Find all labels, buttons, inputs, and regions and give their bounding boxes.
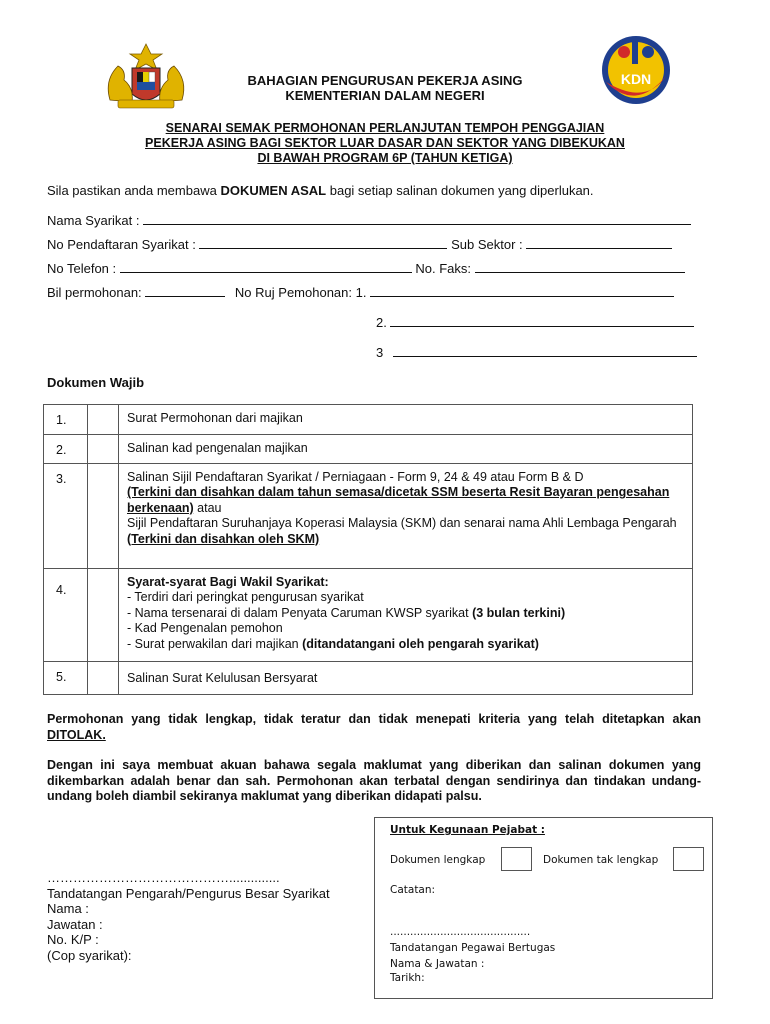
catatan-label: Catatan: <box>390 884 436 896</box>
sub-sektor-label: Sub Sektor : <box>451 237 523 252</box>
document-text: Surat Permohonan dari majikan <box>119 405 693 435</box>
tak-lengkap-checkbox[interactable] <box>673 847 704 871</box>
no-pendaftaran-row <box>47 236 672 252</box>
kdn-logo-text: KDN <box>620 71 652 87</box>
document-text: Salinan kad pengenalan majikan <box>119 435 693 464</box>
signature-line[interactable]: …………………………………….............. <box>47 870 280 885</box>
date-label: Tarikh: <box>390 972 425 984</box>
cop-label: (Cop syarikat): <box>47 947 132 963</box>
document-text: Syarat-syarat Bagi Wakil Syarikat: - Terdiri dari peringkat pengurusan syarikat - Nama tersenarai di dalam Penyata Caruman KWSP syarikat (3 bulan terkini) - Kad Pengenalan pemohon - Surat perwakilan dari majikan (ditandatangani oleh pengarah syarikat) <box>119 568 693 661</box>
table-row <box>44 661 693 694</box>
document-text: Salinan Surat Kelulusan Bersyarat <box>119 661 693 694</box>
no-pendaftaran-field[interactable] <box>199 236 447 249</box>
form-title-line1: SENARAI SEMAK PERMOHONAN PERLANJUTAN TEMPOH PENGGAJIAN <box>165 121 605 135</box>
officer-signature-label: Tandatangan Pegawai Bertugas <box>390 942 556 954</box>
no-ruj-field-1[interactable] <box>370 284 674 297</box>
section-title: Dokumen Wajib <box>47 375 145 390</box>
table-row <box>44 405 693 435</box>
tak-lengkap-label: Dokumen tak lengkap <box>543 854 659 866</box>
permohonan-row <box>47 284 674 300</box>
office-use-box <box>374 817 713 999</box>
declaration-text: Dengan ini saya membuat akuan bahawa segala maklumat yang diberikan dan salinan dokumen yang dikembarkan adalah benar dan sah. Permohonan akan terbatal dengan sendirinya dan tindakan undang-undang boleh diambil sekiranya maklumat yang diberikan didapati palsu. <box>47 758 701 803</box>
sub-sektor-field[interactable] <box>526 236 672 249</box>
row-number: 4. <box>44 568 88 661</box>
form-title-line3: DI BAWAH PROGRAM 6P (TAHUN KETIGA) <box>257 151 513 165</box>
rejection-notice: Permohonan yang tidak lengkap, tidak teratur dan tidak menepati kriteria yang telah ditetapkan akan DITOLAK. <box>47 712 701 742</box>
row-number: 1. <box>44 405 88 435</box>
table-row <box>44 568 693 661</box>
bil-permohonan-label: Bil permohonan: <box>47 285 142 300</box>
row-number: 5. <box>44 661 88 694</box>
nama-syarikat-row <box>47 212 691 228</box>
checkbox[interactable] <box>88 568 119 661</box>
nokp-label: No. K/P : <box>47 932 99 947</box>
form-title-line2: PEKERJA ASING BAGI SEKTOR LUAR DASAR DAN SEKTOR YANG DIBEKUKAN <box>145 136 625 150</box>
nama-syarikat-label: Nama Syarikat : <box>47 213 140 228</box>
no-pendaftaran-label: No Pendaftaran Syarikat : <box>47 237 196 252</box>
bil-permohonan-field[interactable] <box>145 284 225 297</box>
officer-name-label: Nama & Jawatan : <box>390 958 485 970</box>
officer-signature-line[interactable]: .......................................... <box>390 926 531 938</box>
lengkap-label: Dokumen lengkap <box>390 854 486 866</box>
agency-name: BAHAGIAN PENGURUSAN PEKERJA ASING <box>247 73 523 88</box>
table-row <box>44 435 693 464</box>
no-ruj-label: No Ruj Pemohonan: 1. <box>234 285 367 300</box>
intro-text: Sila pastikan anda membawa DOKUMEN ASAL bagi setiap salinan dokumen yang diperlukan. <box>47 183 594 198</box>
telefon-row <box>47 260 685 276</box>
no-ruj-field-2[interactable] <box>390 314 694 327</box>
no-faks-label: No. Faks: <box>415 261 472 276</box>
checkbox[interactable] <box>88 435 119 464</box>
no-telefon-field[interactable] <box>120 260 412 273</box>
ruj-2-label: 2. <box>376 315 387 330</box>
office-title: Untuk Kegunaan Pejabat : <box>390 824 545 836</box>
nama-label: Nama : <box>47 901 89 916</box>
document-checklist <box>43 404 693 695</box>
ruj-row-3 <box>376 344 697 360</box>
document-text: Salinan Sijil Pendaftaran Syarikat / Perniagaan - Form 9, 24 & 49 atau Form B & D (Terkini dan disahkan dalam tahun semasa/dicetak SSM beserta Resit Bayaran pengesahan berkenaan) atau Sijil Pendaftaran Suruhanjaya Koperasi Malaysia (SKM) dan senarai nama Ahli Lembaga Pengarah (Terkini dan disahkan oleh SKM) <box>119 463 693 568</box>
checkbox[interactable] <box>88 463 119 568</box>
ministry-name: KEMENTERIAN DALAM NEGERI <box>285 88 485 103</box>
nama-syarikat-field[interactable] <box>143 212 691 225</box>
checkbox[interactable] <box>88 405 119 435</box>
table-row <box>44 463 693 568</box>
ruj-row-2 <box>376 314 694 330</box>
signature-title: Tandatangan Pengarah/Pengurus Besar Syarikat <box>47 885 330 901</box>
ruj-3-label: 3 <box>376 345 384 360</box>
no-faks-field[interactable] <box>475 260 685 273</box>
lengkap-checkbox[interactable] <box>501 847 532 871</box>
no-ruj-field-3[interactable] <box>393 344 697 357</box>
checkbox[interactable] <box>88 661 119 694</box>
row-number: 3. <box>44 463 88 568</box>
jawatan-label: Jawatan : <box>47 916 103 932</box>
row-number: 2. <box>44 435 88 464</box>
no-telefon-label: No Telefon : <box>47 261 117 276</box>
signature-block <box>47 870 330 963</box>
